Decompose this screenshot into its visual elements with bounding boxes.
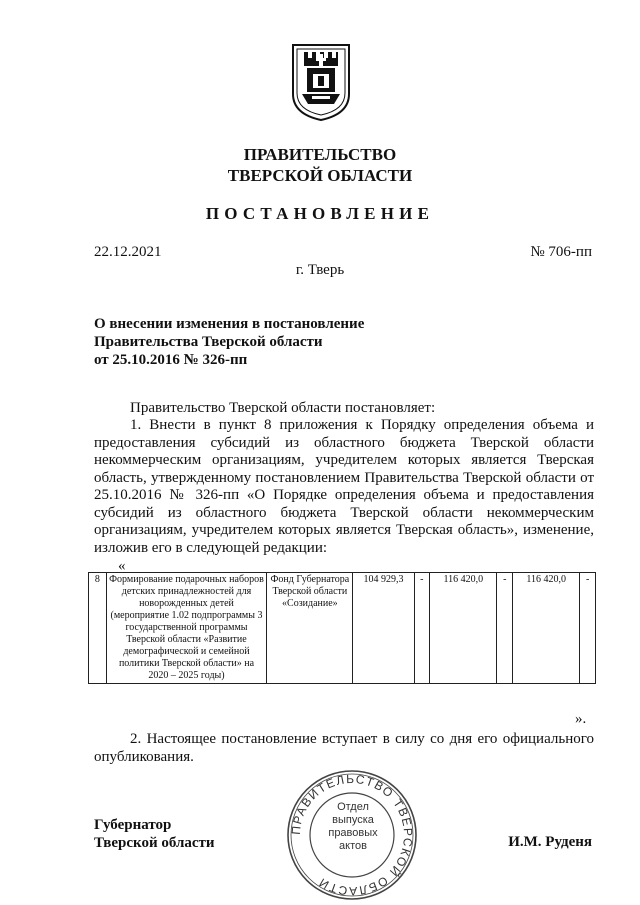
item2-paragraph: 2. Настоящее постановление вступает в силу со дня его официального опубликования. (94, 731, 594, 765)
cell-value-2: - (414, 573, 430, 684)
subject-line3: от 25.10.2016 № 326-пп (94, 352, 248, 368)
subject-line1: О внесении изменения в постановление (94, 316, 365, 332)
signatory-title-line2: Тверской области (94, 835, 215, 851)
quote-open-mark: « (118, 558, 126, 574)
cell-value-5: 116 420,0 (513, 573, 580, 684)
cell-value-3: 116 420,0 (430, 573, 497, 684)
cell-value-6: - (580, 573, 596, 684)
cell-number: 8 (89, 573, 107, 684)
stamp-inner-text (318, 801, 388, 853)
signatory-title-line1: Губернатор (94, 817, 172, 833)
preamble-paragraph: Правительство Тверской области постановляет: (130, 400, 436, 416)
signatory-title (94, 816, 215, 852)
table-row (89, 573, 596, 684)
government-title-line2: ТВЕРСКОЙ ОБЛАСТИ (227, 166, 413, 185)
document-number: № 706-пп (530, 244, 592, 260)
document-city: г. Тверь (295, 262, 345, 278)
cell-value-4: - (497, 573, 513, 684)
signatory-name: И.М. Руденя (508, 834, 592, 850)
stamp-ring-text: ПРАВИТЕЛЬСТВО ТВЕРСКОЙ ОБЛАСТИ (288, 771, 416, 899)
coat-of-arms-emblem (290, 42, 352, 122)
cell-description: Формирование подарочных наборов детских принадлежностей для новорожденных детей (мероприятие 1.02 подпрограммы 3 государственной программы Тверской области «Развитие демографической и семейной политики Тверской области» на 2020 – 2025 годы) (106, 573, 267, 684)
stamp-line3: правовых (328, 827, 378, 839)
document-subject (94, 315, 364, 369)
document-date: 22.12.2021 (94, 244, 162, 260)
amendment-table (88, 572, 596, 684)
quote-close-mark: ». (575, 711, 587, 727)
cell-recipient: Фонд Губернатора Тверской области «Созидание» (267, 573, 353, 684)
subject-line2: Правительства Тверской области (94, 334, 323, 350)
item1-paragraph: 1. Внести в пункт 8 приложения к Порядку определения объема и предоставления субсидий из областного бюджета Тверской области некоммерческим организациям, учредителем которых является Тверская область, утвержденному постановлением Правительства Тверской области от 25.10.2016 № 326-пп «О Порядке определения объема и предоставления субсидий из областного бюджета Тверской области некоммерческим организациям, учредителем которых является Тверская область», изменение, изложив его в следующей редакции: (94, 417, 594, 556)
stamp-line4: актов (339, 840, 367, 852)
stamp-line1: Отдел (337, 801, 369, 813)
cell-value-1: 104 929,3 (353, 573, 414, 684)
stamp-line2: выпуска (332, 814, 374, 826)
government-title-line1: ПРАВИТЕЛЬСТВО (243, 145, 397, 164)
document-type-title: ПОСТАНОВЛЕНИЕ (205, 204, 435, 223)
